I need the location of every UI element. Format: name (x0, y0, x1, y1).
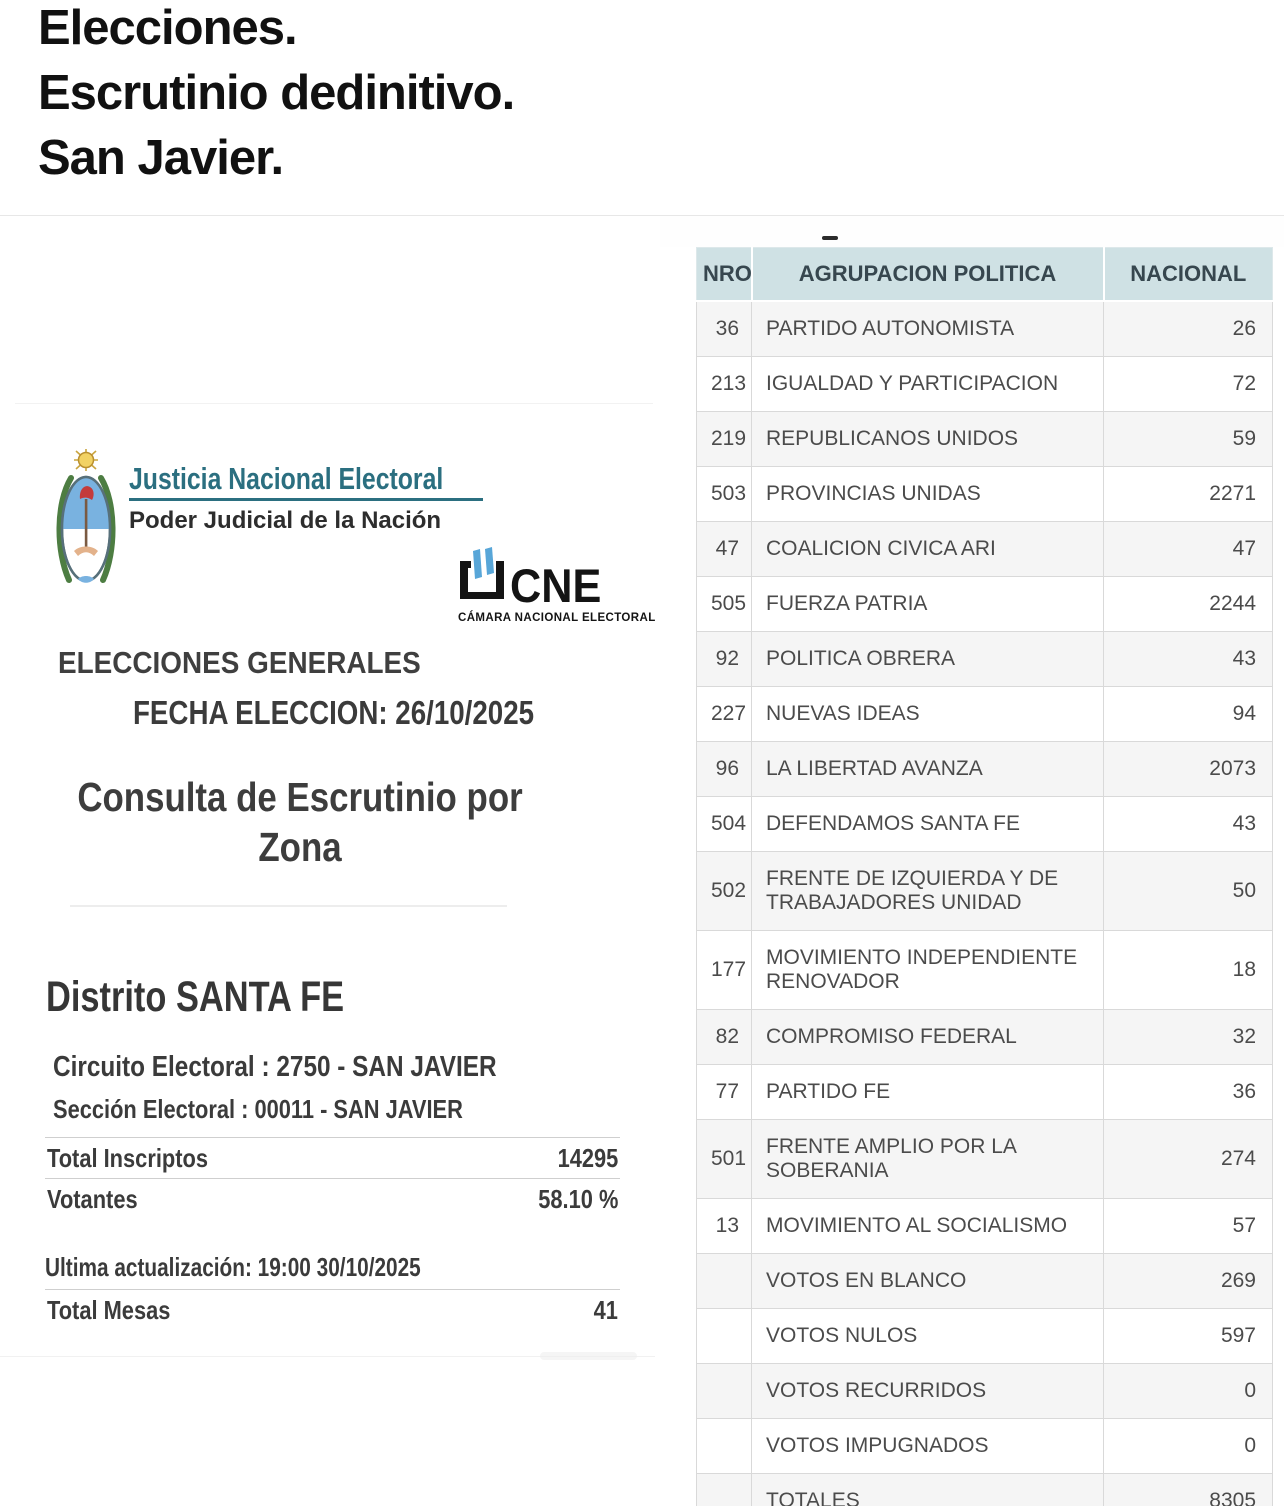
elections-heading: ELECCIONES GENERALES (58, 645, 421, 680)
party-name-cell: IGUALDAD Y PARTICIPACION (752, 357, 1104, 412)
votes-cell: 2271 (1104, 467, 1273, 522)
votes-cell: 26 (1104, 301, 1273, 357)
party-number-cell: 502 (697, 852, 752, 931)
table-row (697, 797, 1273, 852)
party-number-cell: 47 (697, 522, 752, 577)
party-number-cell: 77 (697, 1065, 752, 1120)
party-name-cell: FUERZA PATRIA (752, 577, 1104, 632)
party-number-cell: 82 (697, 1010, 752, 1065)
party-name-cell: MOVIMIENTO AL SOCIALISMO (752, 1199, 1104, 1254)
votes-cell: 72 (1104, 357, 1273, 412)
party-name-cell: PARTIDO AUTONOMISTA (752, 301, 1104, 357)
party-number-cell: 13 (697, 1199, 752, 1254)
table-row (697, 577, 1273, 632)
votes-cell: 32 (1104, 1010, 1273, 1065)
votes-cell: 269 (1104, 1254, 1273, 1309)
party-number-cell: 503 (697, 467, 752, 522)
votes-cell: 43 (1104, 632, 1273, 687)
table-top-strip (660, 216, 1284, 247)
jne-logo-underline (129, 498, 483, 501)
table-row (697, 1309, 1273, 1364)
party-number-cell (697, 1309, 752, 1364)
header-nacional: NACIONAL (1104, 248, 1273, 302)
jne-coat-of-arms-icon (54, 447, 118, 602)
election-date-line: FECHA ELECCION: 26/10/2025 (133, 694, 535, 731)
party-number-cell: 504 (697, 797, 752, 852)
table-header-row (697, 248, 1273, 302)
votes-cell: 57 (1104, 1199, 1273, 1254)
jne-logo-subtitle: Poder Judicial de la Nación (129, 507, 442, 534)
stat-row-mesas (45, 1289, 620, 1330)
party-number-cell: 505 (697, 577, 752, 632)
table-row (697, 412, 1273, 467)
table-row (697, 522, 1273, 577)
table-row (697, 1474, 1273, 1506)
party-number-cell (697, 1474, 752, 1506)
party-number-cell: 92 (697, 632, 752, 687)
stat-row-votantes (45, 1178, 620, 1219)
headline-line-3: San Javier. (38, 131, 284, 185)
stat-label: Total Inscriptos (47, 1143, 208, 1173)
party-name-cell: PROVINCIAS UNIDAS (752, 467, 1104, 522)
table-row (697, 742, 1273, 797)
section-line: Sección Electoral : 00011 - SAN JAVIER (53, 1094, 463, 1124)
votes-cell: 0 (1104, 1419, 1273, 1474)
panel-top-divider (15, 403, 653, 404)
party-number-cell: 177 (697, 931, 752, 1010)
votes-cell: 8305 (1104, 1474, 1273, 1506)
ballot-box-icon (458, 546, 506, 609)
votes-cell: 597 (1104, 1309, 1273, 1364)
table-row (697, 1199, 1273, 1254)
stat-row-inscriptos (45, 1137, 620, 1178)
stat-value: 14295 (557, 1143, 618, 1173)
stat-value: 41 (593, 1295, 618, 1325)
votes-cell: 94 (1104, 687, 1273, 742)
table-row (697, 1419, 1273, 1474)
party-name-cell: FRENTE DE IZQUIERDA Y DE TRABAJADORES UNIDAD (752, 852, 1104, 931)
party-number-cell (697, 1254, 752, 1309)
party-name-cell: NUEVAS IDEAS (752, 687, 1104, 742)
stat-label: Votantes (47, 1184, 138, 1214)
votes-cell: 36 (1104, 1065, 1273, 1120)
party-number-cell (697, 1364, 752, 1419)
header-nro: NRO (697, 248, 752, 302)
results-table (696, 247, 1273, 1506)
table-row (697, 467, 1273, 522)
cropped-element-dash (822, 236, 838, 240)
party-name-cell: VOTOS NULOS (752, 1309, 1104, 1364)
votes-cell: 18 (1104, 931, 1273, 1010)
circuit-line: Circuito Electoral : 2750 - SAN JAVIER (53, 1051, 497, 1083)
votes-cell: 2244 (1104, 577, 1273, 632)
party-number-cell (697, 1419, 752, 1474)
table-row (697, 1364, 1273, 1419)
votes-cell: 50 (1104, 852, 1273, 931)
party-number-cell: 96 (697, 742, 752, 797)
party-name-cell: POLITICA OBRERA (752, 632, 1104, 687)
party-name-cell: LA LIBERTAD AVANZA (752, 742, 1104, 797)
votes-cell: 43 (1104, 797, 1273, 852)
party-name-cell: COMPROMISO FEDERAL (752, 1010, 1104, 1065)
bottom-gray-bar (540, 1352, 637, 1360)
table-row (697, 632, 1273, 687)
party-number-cell: 227 (697, 687, 752, 742)
page-headline (38, 0, 514, 191)
table-row (697, 1254, 1273, 1309)
table-row (697, 931, 1273, 1010)
party-number-cell: 219 (697, 412, 752, 467)
party-name-cell: FRENTE AMPLIO POR LA SOBERANIA (752, 1120, 1104, 1199)
votes-cell: 59 (1104, 412, 1273, 467)
stats-block (45, 1137, 620, 1219)
votes-cell: 0 (1104, 1364, 1273, 1419)
section-divider (70, 905, 507, 907)
table-row (697, 357, 1273, 412)
party-number-cell: 213 (697, 357, 752, 412)
table-row (697, 1010, 1273, 1065)
consulta-title: Consulta de Escrutinio por Zona (77, 774, 523, 870)
table-row (697, 1120, 1273, 1199)
last-update-line: Ultima actualización: 19:00 30/10/2025 (45, 1252, 421, 1282)
table-row (697, 1065, 1273, 1120)
party-name-cell: COALICION CIVICA ARI (752, 522, 1104, 577)
table-row (697, 852, 1273, 931)
cne-acronym: CNE (510, 559, 602, 612)
party-name-cell: DEFENDAMOS SANTA FE (752, 797, 1104, 852)
table-row (697, 301, 1273, 357)
party-number-cell: 501 (697, 1120, 752, 1199)
headline-line-2: Escrutinio dedinitivo. (38, 66, 515, 120)
party-name-cell: PARTIDO FE (752, 1065, 1104, 1120)
jne-logo-title: Justicia Nacional Electoral (129, 461, 444, 496)
votes-cell: 47 (1104, 522, 1273, 577)
mesas-block (45, 1289, 620, 1330)
stat-label: Total Mesas (47, 1295, 171, 1325)
district-title: Distrito SANTA FE (46, 973, 345, 1021)
party-name-cell: VOTOS RECURRIDOS (752, 1364, 1104, 1419)
party-name-cell: VOTOS EN BLANCO (752, 1254, 1104, 1309)
stat-value: 58.10 % (537, 1184, 618, 1214)
votes-cell: 2073 (1104, 742, 1273, 797)
party-name-cell: MOVIMIENTO INDEPENDIENTE RENOVADOR (752, 931, 1104, 1010)
party-number-cell: 36 (697, 301, 752, 357)
party-name-cell: REPUBLICANOS UNIDOS (752, 412, 1104, 467)
header-agrupacion: AGRUPACION POLITICA (752, 248, 1104, 302)
table-row (697, 687, 1273, 742)
party-name-cell: TOTALES (752, 1474, 1104, 1506)
cne-caption: CÁMARA NACIONAL ELECTORAL (458, 612, 656, 624)
headline-line-1: Elecciones. (38, 1, 297, 55)
votes-cell: 274 (1104, 1120, 1273, 1199)
cne-logo (458, 546, 656, 624)
party-name-cell: VOTOS IMPUGNADOS (752, 1419, 1104, 1474)
